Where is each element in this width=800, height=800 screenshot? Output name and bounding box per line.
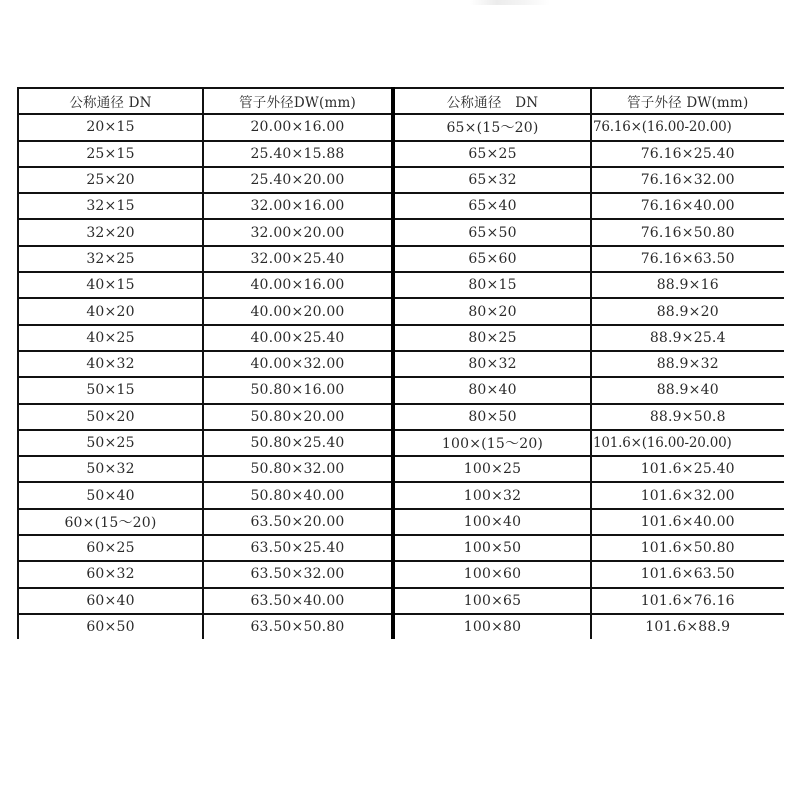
table-row bbox=[18, 509, 784, 535]
table-row bbox=[18, 167, 784, 193]
table-row bbox=[18, 377, 784, 403]
cell-outer-diameter-2: 101.6×63.50 bbox=[591, 561, 784, 587]
cell-nominal-diameter: 60×32 bbox=[18, 561, 203, 587]
cell-nominal-diameter: 50×20 bbox=[18, 404, 203, 430]
table-row bbox=[18, 272, 784, 298]
cell-outer-diameter-2: 101.6×88.9 bbox=[591, 614, 784, 639]
header-row bbox=[18, 88, 784, 114]
cell-outer-diameter: 50.80×32.00 bbox=[203, 456, 393, 482]
cell-nominal-diameter-2: 65×50 bbox=[393, 219, 591, 245]
cell-outer-diameter: 40.00×20.00 bbox=[203, 298, 393, 324]
cell-outer-diameter: 63.50×40.00 bbox=[203, 588, 393, 614]
cell-outer-diameter: 63.50×32.00 bbox=[203, 561, 393, 587]
cell-nominal-diameter: 40×15 bbox=[18, 272, 203, 298]
table-row bbox=[18, 114, 784, 140]
table-row bbox=[18, 614, 784, 639]
cell-outer-diameter-2: 76.16×50.80 bbox=[591, 219, 784, 245]
cell-nominal-diameter-2: 100×(15～20) bbox=[393, 430, 591, 456]
table-row bbox=[18, 588, 784, 614]
cell-outer-diameter: 32.00×16.00 bbox=[203, 193, 393, 219]
cell-outer-diameter-2: 88.9×40 bbox=[591, 377, 784, 403]
cell-nominal-diameter: 60×(15～20) bbox=[18, 509, 203, 535]
table-row bbox=[18, 219, 784, 245]
cell-outer-diameter: 40.00×16.00 bbox=[203, 272, 393, 298]
cell-nominal-diameter-2: 100×40 bbox=[393, 509, 591, 535]
cell-nominal-diameter: 60×40 bbox=[18, 588, 203, 614]
cell-nominal-diameter-2: 100×60 bbox=[393, 561, 591, 587]
cell-outer-diameter-2: 88.9×25.4 bbox=[591, 325, 784, 351]
cell-nominal-diameter: 50×40 bbox=[18, 482, 203, 508]
pipe-size-table bbox=[17, 87, 784, 639]
cell-nominal-diameter: 32×25 bbox=[18, 246, 203, 272]
cell-outer-diameter: 63.50×50.80 bbox=[203, 614, 393, 639]
cell-outer-diameter-2: 101.6×(16.00-20.00) bbox=[591, 430, 784, 456]
cell-nominal-diameter-2: 100×32 bbox=[393, 482, 591, 508]
cell-outer-diameter: 32.00×20.00 bbox=[203, 219, 393, 245]
table-row bbox=[18, 141, 784, 167]
cell-outer-diameter: 25.40×15.88 bbox=[203, 141, 393, 167]
table-row bbox=[18, 430, 784, 456]
cell-nominal-diameter-2: 100×65 bbox=[393, 588, 591, 614]
cell-nominal-diameter: 25×15 bbox=[18, 141, 203, 167]
table-row bbox=[18, 193, 784, 219]
cell-outer-diameter: 63.50×25.40 bbox=[203, 535, 393, 561]
table-row bbox=[18, 561, 784, 587]
cell-nominal-diameter: 50×32 bbox=[18, 456, 203, 482]
header-nominal-diameter: 公称通径 DN bbox=[18, 88, 203, 114]
header-nominal-diameter-2: 公称通径 DN bbox=[393, 88, 591, 114]
cell-nominal-diameter-2: 65×40 bbox=[393, 193, 591, 219]
cell-outer-diameter-2: 88.9×20 bbox=[591, 298, 784, 324]
cell-outer-diameter-2: 101.6×50.80 bbox=[591, 535, 784, 561]
table-row bbox=[18, 482, 784, 508]
cell-nominal-diameter: 50×25 bbox=[18, 430, 203, 456]
cell-nominal-diameter-2: 80×15 bbox=[393, 272, 591, 298]
cell-outer-diameter-2: 88.9×16 bbox=[591, 272, 784, 298]
cell-outer-diameter: 63.50×20.00 bbox=[203, 509, 393, 535]
cell-outer-diameter-2: 76.16×63.50 bbox=[591, 246, 784, 272]
cell-outer-diameter-2: 101.6×76.16 bbox=[591, 588, 784, 614]
cell-nominal-diameter-2: 80×40 bbox=[393, 377, 591, 403]
cell-outer-diameter-2: 101.6×25.40 bbox=[591, 456, 784, 482]
cell-outer-diameter: 50.80×25.40 bbox=[203, 430, 393, 456]
table-row bbox=[18, 325, 784, 351]
cell-nominal-diameter-2: 80×32 bbox=[393, 351, 591, 377]
cell-nominal-diameter: 40×20 bbox=[18, 298, 203, 324]
cell-nominal-diameter: 25×20 bbox=[18, 167, 203, 193]
cell-nominal-diameter-2: 100×80 bbox=[393, 614, 591, 639]
cell-outer-diameter: 50.80×20.00 bbox=[203, 404, 393, 430]
table-row bbox=[18, 246, 784, 272]
cell-outer-diameter: 25.40×20.00 bbox=[203, 167, 393, 193]
cell-nominal-diameter-2: 80×50 bbox=[393, 404, 591, 430]
cell-outer-diameter-2: 88.9×32 bbox=[591, 351, 784, 377]
cell-nominal-diameter-2: 65×32 bbox=[393, 167, 591, 193]
cell-outer-diameter: 32.00×25.40 bbox=[203, 246, 393, 272]
table-row bbox=[18, 404, 784, 430]
scan-artifact bbox=[470, 0, 550, 5]
cell-nominal-diameter: 40×32 bbox=[18, 351, 203, 377]
cell-nominal-diameter-2: 80×25 bbox=[393, 325, 591, 351]
cell-nominal-diameter-2: 80×20 bbox=[393, 298, 591, 324]
cell-nominal-diameter: 60×50 bbox=[18, 614, 203, 639]
cell-nominal-diameter-2: 65×60 bbox=[393, 246, 591, 272]
table-row bbox=[18, 456, 784, 482]
cell-outer-diameter: 50.80×16.00 bbox=[203, 377, 393, 403]
cell-outer-diameter-2: 76.16×(16.00-20.00) bbox=[591, 114, 784, 140]
cell-nominal-diameter: 32×20 bbox=[18, 219, 203, 245]
cell-nominal-diameter-2: 100×25 bbox=[393, 456, 591, 482]
pipe-size-table-container bbox=[17, 87, 784, 675]
table-row bbox=[18, 351, 784, 377]
table-row bbox=[18, 535, 784, 561]
cell-outer-diameter: 40.00×32.00 bbox=[203, 351, 393, 377]
table-row bbox=[18, 298, 784, 324]
cell-nominal-diameter-2: 65×(15～20) bbox=[393, 114, 591, 140]
cell-outer-diameter: 40.00×25.40 bbox=[203, 325, 393, 351]
header-outer-diameter: 管子外径DW(mm) bbox=[203, 88, 393, 114]
cell-nominal-diameter: 20×15 bbox=[18, 114, 203, 140]
cell-nominal-diameter-2: 65×25 bbox=[393, 141, 591, 167]
cell-nominal-diameter: 60×25 bbox=[18, 535, 203, 561]
cell-outer-diameter: 50.80×40.00 bbox=[203, 482, 393, 508]
cell-nominal-diameter: 32×15 bbox=[18, 193, 203, 219]
cell-outer-diameter-2: 76.16×25.40 bbox=[591, 141, 784, 167]
cell-nominal-diameter: 50×15 bbox=[18, 377, 203, 403]
cell-outer-diameter-2: 76.16×32.00 bbox=[591, 167, 784, 193]
header-outer-diameter-2: 管子外径 DW(mm) bbox=[591, 88, 784, 114]
cell-outer-diameter-2: 101.6×32.00 bbox=[591, 482, 784, 508]
cell-outer-diameter-2: 101.6×40.00 bbox=[591, 509, 784, 535]
cell-outer-diameter: 20.00×16.00 bbox=[203, 114, 393, 140]
cell-nominal-diameter: 40×25 bbox=[18, 325, 203, 351]
cell-outer-diameter-2: 88.9×50.8 bbox=[591, 404, 784, 430]
cell-nominal-diameter-2: 100×50 bbox=[393, 535, 591, 561]
cell-outer-diameter-2: 76.16×40.00 bbox=[591, 193, 784, 219]
